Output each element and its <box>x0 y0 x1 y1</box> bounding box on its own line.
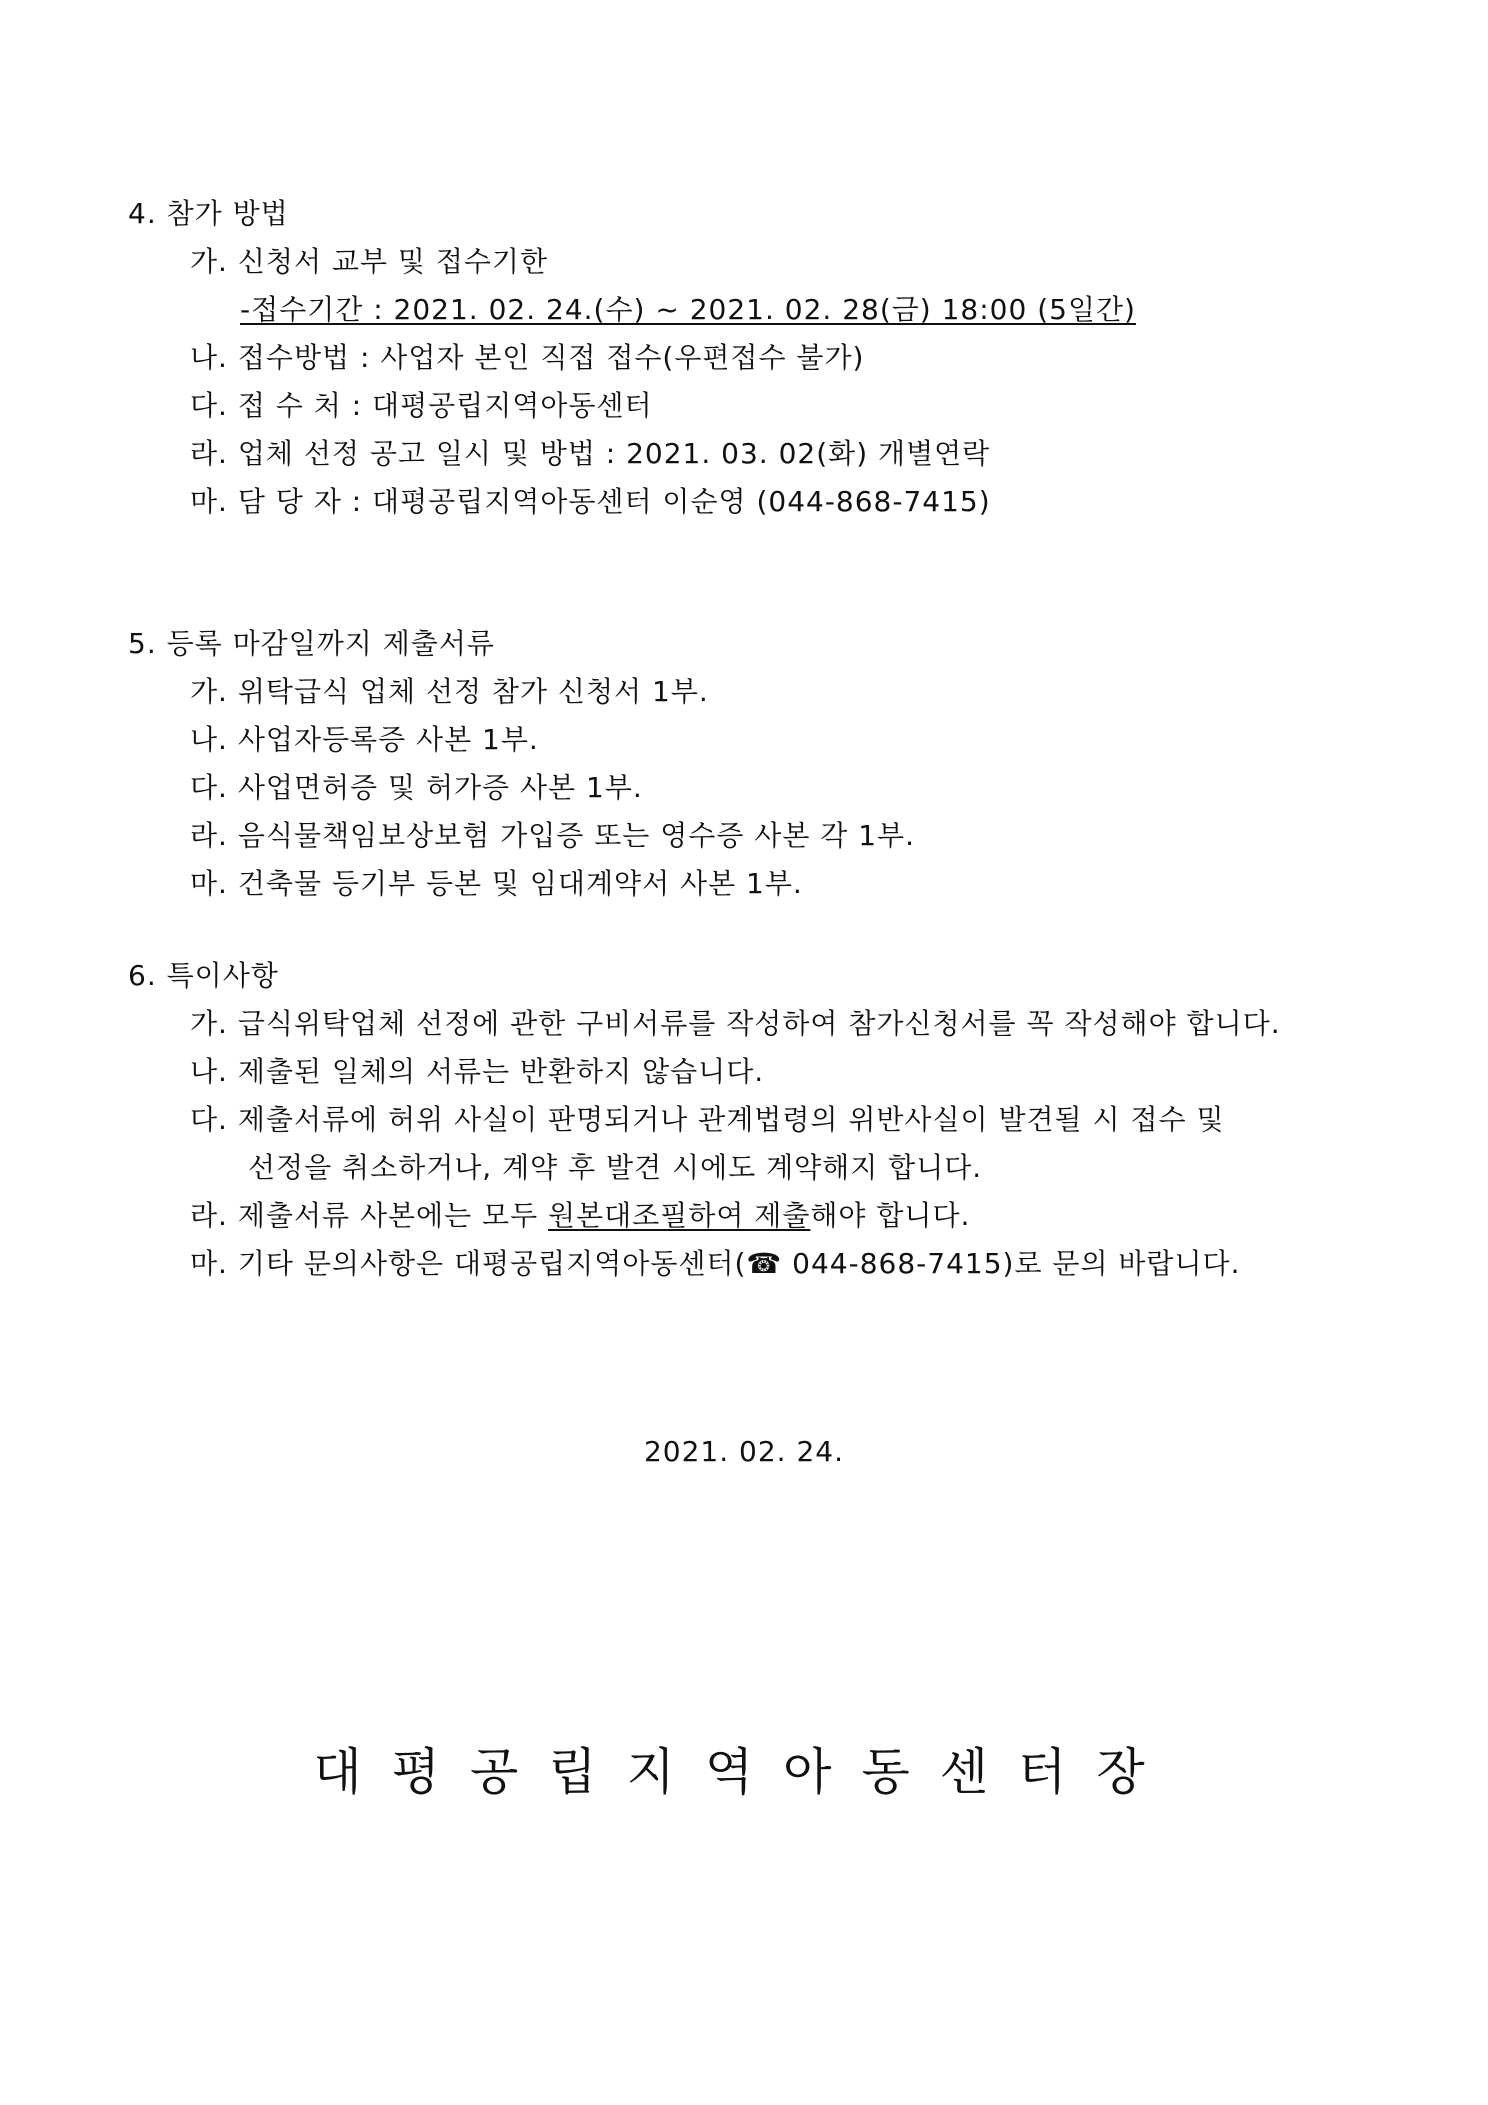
section-4-application-period: -접수기간 : 2021. 02. 24.(수) ~ 2021. 02. 28(금) 18:00 (5일간) <box>240 293 1136 326</box>
document-date: 2021. 02. 24. <box>643 1435 845 1468</box>
issuer-signature: 대평공립지역아동센터장 <box>313 1743 1175 1801</box>
section-5-heading: 5. 등록 마감일까지 제출서류 <box>128 627 495 660</box>
section-4-heading: 4. 참가 방법 <box>128 197 289 230</box>
section-4-item-da: 다. 접 수 처 : 대평공립지역아동센터 <box>190 389 653 422</box>
section-6-item-da-line2: 선정을 취소하거나, 계약 후 발견 시에도 계약해지 합니다. <box>248 1151 983 1184</box>
section-6-item-ga: 가. 급식위탁업체 선정에 관한 구비서류를 작성하여 참가신청서를 꼭 작성해야 합니다. <box>190 1007 1281 1040</box>
section-4-item-na: 나. 접수방법 : 사업자 본인 직접 접수(우편접수 불가) <box>190 341 865 374</box>
section-6-item-ra-suffix: 해야 합니다. <box>810 1199 971 1232</box>
section-6-item-ra <box>190 1196 970 1236</box>
section-6-item-ra-prefix: 라. 제출서류 사본에는 모두 <box>190 1199 549 1232</box>
section-5-item-na: 나. 사업자등록증 사본 1부. <box>190 723 539 756</box>
section-5-item-ra: 라. 음식물책임보상보험 가입증 또는 영수증 사본 각 1부. <box>190 819 915 852</box>
section-5-item-da: 다. 사업면허증 및 허가증 사본 1부. <box>190 771 643 804</box>
section-4-item-ga: 가. 신청서 교부 및 접수기한 <box>190 245 549 278</box>
section-4-item-ra: 라. 업체 선정 공고 일시 및 방법 : 2021. 03. 02(화) 개별연락 <box>190 437 991 470</box>
section-6-item-ma: 마. 기타 문의사항은 대평공립지역아동센터(☎ 044-868-7415)로 문의 바랍니다. <box>190 1247 1241 1280</box>
section-6-item-ra-emphasis: 원본대조필하여 제출 <box>548 1199 811 1232</box>
section-6-item-da-line1: 다. 제출서류에 허위 사실이 판명되거나 관계법령의 위반사실이 발견될 시 접수 및 <box>190 1103 1225 1136</box>
section-5-item-ga: 가. 위탁급식 업체 선정 참가 신청서 1부. <box>190 675 709 708</box>
section-6-heading: 6. 특이사항 <box>128 959 279 992</box>
section-4-item-ma: 마. 담 당 자 : 대평공립지역아동센터 이순영 (044-868-7415) <box>190 485 991 518</box>
section-6-item-na: 나. 제출된 일체의 서류는 반환하지 않습니다. <box>190 1055 765 1088</box>
section-5-item-ma: 마. 건축물 등기부 등본 및 임대계약서 사본 1부. <box>190 867 803 900</box>
